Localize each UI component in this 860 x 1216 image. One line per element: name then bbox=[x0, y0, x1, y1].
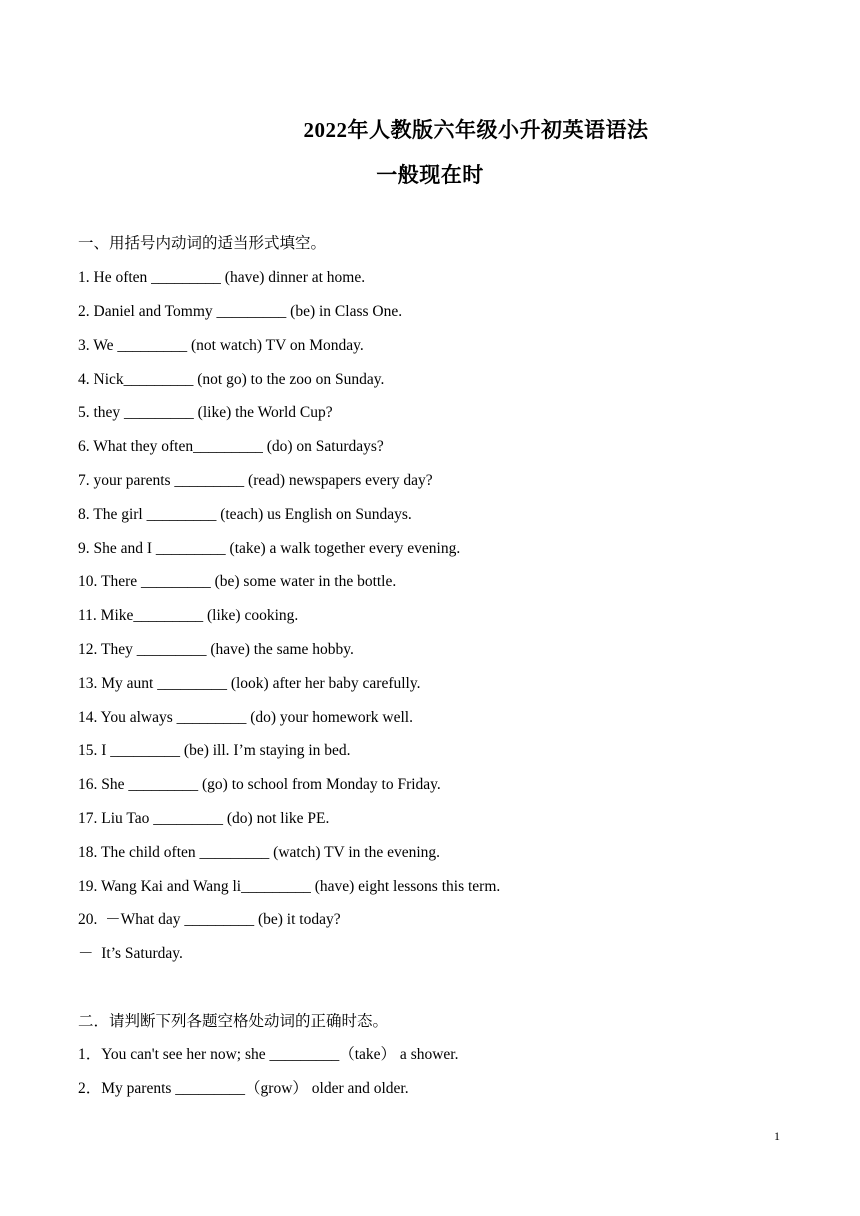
page-number: 1 bbox=[774, 1129, 780, 1143]
exercise-item: 2．My parents _________（grow） older and older. bbox=[78, 1080, 409, 1097]
exercise-item: 14. You always _________ (do) your homework well. bbox=[78, 709, 413, 726]
exercise-item: 8. The girl _________ (teach) us English on Sundays. bbox=[78, 506, 412, 523]
exercise-item: 19. Wang Kai and Wang li_________ (have) eight lessons this term. bbox=[78, 878, 501, 895]
exercise-item: 4. Nick_________ (not go) to the zoo on Sunday. bbox=[78, 371, 385, 388]
exercise-item: 5. they _________ (like) the World Cup? bbox=[78, 404, 333, 421]
exercise-item: 16. She _________ (go) to school from Monday to Friday. bbox=[78, 776, 441, 793]
exercise-item: 18. The child often _________ (watch) TV in the evening. bbox=[78, 844, 441, 861]
exercise-item: 3. We _________ (not watch) TV on Monday. bbox=[78, 337, 364, 354]
exercise-item: 20. －What day _________ (be) it today? bbox=[78, 911, 341, 928]
exercise-item: 17. Liu Tao _________ (do) not like PE. bbox=[78, 810, 330, 827]
page-subtitle: 一般现在时 bbox=[376, 163, 484, 187]
exercise-item: 13. My aunt _________ (look) after her baby carefully. bbox=[78, 675, 421, 692]
exercise-item: 2. Daniel and Tommy _________ (be) in Class One. bbox=[78, 303, 403, 320]
section1-heading: 一、用括号内动词的适当形式填空。 bbox=[78, 235, 327, 252]
exercise-item: 9. She and I _________ (take) a walk together every evening. bbox=[78, 540, 461, 557]
page-title: 2022年人教版六年级小升初英语语法 bbox=[303, 118, 649, 142]
exercise-item: 1. He often _________ (have) dinner at home. bbox=[78, 269, 366, 286]
exercise-answer-line: － It’s Saturday. bbox=[78, 945, 183, 962]
exercise-item: 12. They _________ (have) the same hobby. bbox=[78, 641, 354, 658]
exercise-item: 1．You can't see her now; she _________（take） a shower. bbox=[78, 1046, 459, 1063]
section2-heading: 二．请判断下列各题空格处动词的正确时态。 bbox=[78, 1013, 389, 1030]
exercise-item: 11. Mike_________ (like) cooking. bbox=[78, 607, 299, 624]
exercise-item: 10. There _________ (be) some water in the bottle. bbox=[78, 573, 397, 590]
exercise-item: 7. your parents _________ (read) newspapers every day? bbox=[78, 472, 433, 489]
exercise-item: 15. I _________ (be) ill. I’m staying in bed. bbox=[78, 742, 351, 759]
exercise-item: 6. What they often_________ (do) on Saturdays? bbox=[78, 438, 384, 455]
